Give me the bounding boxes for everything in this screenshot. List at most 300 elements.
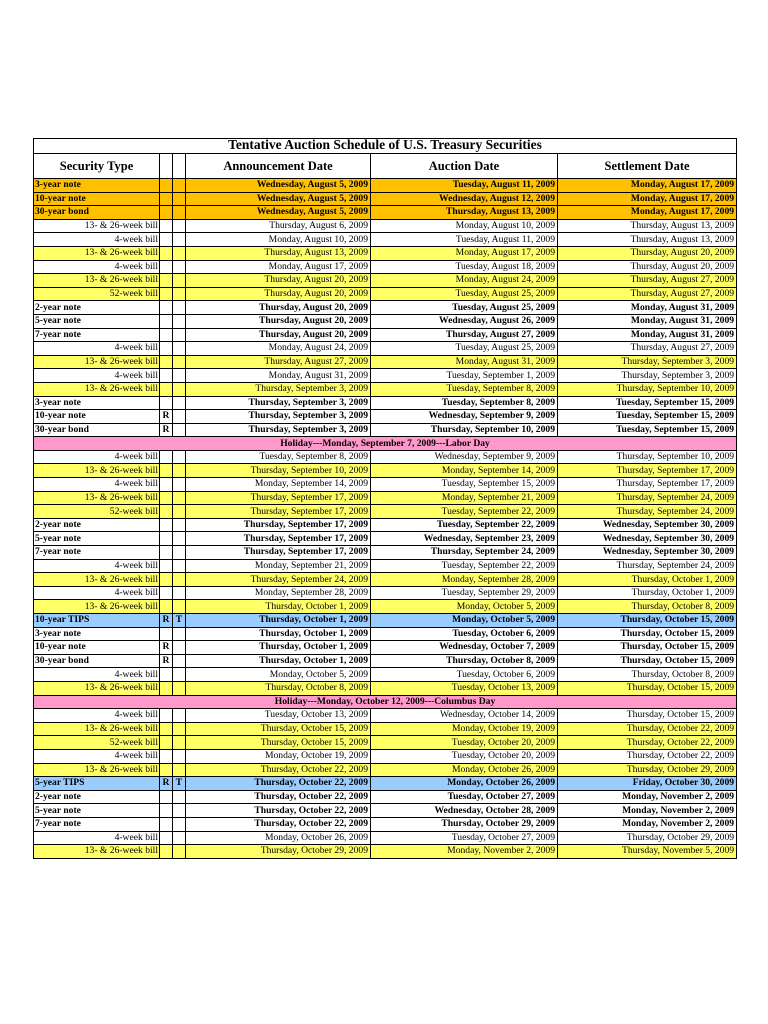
header-announcement-date: Announcement Date [186,154,371,179]
settlement-date-cell: Thursday, October 29, 2009 [558,831,737,845]
schedule-rows [34,179,737,859]
reopening-flag-cell [160,668,173,682]
security-type-cell: 2-year note [34,518,160,532]
announcement-date-cell: Monday, August 24, 2009 [186,342,371,356]
auction-date-cell: Thursday, August 13, 2009 [371,206,558,220]
announcement-date-cell: Thursday, October 1, 2009 [186,641,371,655]
tips-flag-cell [173,274,186,288]
tips-flag-cell [173,627,186,641]
table-row [34,287,737,301]
reopening-flag-cell [160,736,173,750]
settlement-date-cell: Thursday, September 24, 2009 [558,505,737,519]
security-type-cell: 4-week bill [34,478,160,492]
reopening-flag-cell: R [160,614,173,628]
auction-date-cell: Tuesday, August 11, 2009 [371,179,558,193]
auction-date-cell: Monday, October 19, 2009 [371,722,558,736]
security-type-cell: 4-week bill [34,749,160,763]
security-type-cell: 13- & 26-week bill [34,763,160,777]
security-type-cell: 13- & 26-week bill [34,600,160,614]
auction-date-cell: Tuesday, August 18, 2009 [371,260,558,274]
tips-flag-cell [173,206,186,220]
table-row [34,777,737,791]
auction-date-cell: Wednesday, October 28, 2009 [371,804,558,818]
tips-flag-cell [173,491,186,505]
auction-date-cell: Thursday, August 27, 2009 [371,328,558,342]
announcement-date-cell: Thursday, September 24, 2009 [186,573,371,587]
auction-date-cell: Wednesday, October 7, 2009 [371,641,558,655]
reopening-flag-cell [160,681,173,695]
announcement-date-cell: Thursday, September 17, 2009 [186,546,371,560]
announcement-date-cell: Thursday, August 20, 2009 [186,328,371,342]
auction-date-cell: Monday, August 17, 2009 [371,246,558,260]
settlement-date-cell: Thursday, September 3, 2009 [558,369,737,383]
table-row [34,396,737,410]
settlement-date-cell: Friday, October 30, 2009 [558,777,737,791]
settlement-date-cell: Thursday, September 10, 2009 [558,450,737,464]
reopening-flag-cell [160,355,173,369]
settlement-date-cell: Thursday, October 8, 2009 [558,668,737,682]
table-row [34,627,737,641]
table-row [34,314,737,328]
header-t-flag [173,154,186,179]
table-row [34,274,737,288]
reopening-flag-cell [160,314,173,328]
header-auction-date: Auction Date [371,154,558,179]
tips-flag-cell [173,709,186,723]
tips-flag-cell [173,314,186,328]
security-type-cell: 13- & 26-week bill [34,382,160,396]
settlement-date-cell: Thursday, August 13, 2009 [558,219,737,233]
announcement-date-cell: Thursday, October 15, 2009 [186,736,371,750]
security-type-cell: 7-year note [34,546,160,560]
settlement-date-cell: Thursday, September 10, 2009 [558,382,737,396]
security-type-cell: 10-year note [34,410,160,424]
auction-date-cell: Monday, October 26, 2009 [371,777,558,791]
tips-flag-cell [173,192,186,206]
settlement-date-cell: Thursday, August 20, 2009 [558,260,737,274]
reopening-flag-cell [160,749,173,763]
table-row [34,831,737,845]
reopening-flag-cell [160,246,173,260]
reopening-flag-cell [160,491,173,505]
settlement-date-cell: Thursday, October 15, 2009 [558,654,737,668]
security-type-cell: 30-year bond [34,654,160,668]
reopening-flag-cell [160,260,173,274]
auction-date-cell: Wednesday, September 23, 2009 [371,532,558,546]
settlement-date-cell: Thursday, October 15, 2009 [558,614,737,628]
holiday-row [34,695,737,709]
reopening-flag-cell [160,817,173,831]
announcement-date-cell: Monday, August 31, 2009 [186,369,371,383]
announcement-date-cell: Wednesday, August 5, 2009 [186,206,371,220]
announcement-date-cell: Thursday, September 17, 2009 [186,532,371,546]
table-row [34,246,737,260]
announcement-date-cell: Thursday, October 1, 2009 [186,614,371,628]
auction-date-cell: Monday, August 31, 2009 [371,355,558,369]
settlement-date-cell: Thursday, October 22, 2009 [558,736,737,750]
announcement-date-cell: Tuesday, September 8, 2009 [186,450,371,464]
tips-flag-cell [173,179,186,193]
security-type-cell: 10-year note [34,641,160,655]
reopening-flag-cell [160,382,173,396]
auction-date-cell: Tuesday, August 11, 2009 [371,233,558,247]
reopening-flag-cell: R [160,777,173,791]
security-type-cell: 4-week bill [34,559,160,573]
security-type-cell: 4-week bill [34,369,160,383]
settlement-date-cell: Thursday, August 20, 2009 [558,246,737,260]
security-type-cell: 30-year bond [34,423,160,437]
tips-flag-cell [173,396,186,410]
announcement-date-cell: Monday, September 28, 2009 [186,586,371,600]
table-row [34,450,737,464]
security-type-cell: 13- & 26-week bill [34,845,160,859]
table-row [34,559,737,573]
tips-flag-cell [173,722,186,736]
announcement-date-cell: Thursday, August 13, 2009 [186,246,371,260]
settlement-date-cell: Wednesday, September 30, 2009 [558,518,737,532]
announcement-date-cell: Thursday, September 17, 2009 [186,505,371,519]
announcement-date-cell: Thursday, September 10, 2009 [186,464,371,478]
announcement-date-cell: Thursday, August 6, 2009 [186,219,371,233]
reopening-flag-cell [160,219,173,233]
auction-date-cell: Thursday, October 8, 2009 [371,654,558,668]
settlement-date-cell: Monday, August 31, 2009 [558,328,737,342]
auction-date-cell: Tuesday, September 1, 2009 [371,369,558,383]
table-row [34,804,737,818]
announcement-date-cell: Thursday, October 1, 2009 [186,600,371,614]
tips-flag-cell [173,301,186,315]
tips-flag-cell [173,505,186,519]
table-row [34,573,737,587]
security-type-cell: 4-week bill [34,668,160,682]
auction-date-cell: Monday, September 28, 2009 [371,573,558,587]
announcement-date-cell: Thursday, October 22, 2009 [186,790,371,804]
table-row [34,668,737,682]
settlement-date-cell: Monday, August 17, 2009 [558,179,737,193]
auction-date-cell: Monday, September 14, 2009 [371,464,558,478]
table-row [34,355,737,369]
reopening-flag-cell [160,464,173,478]
announcement-date-cell: Monday, August 17, 2009 [186,260,371,274]
announcement-date-cell: Thursday, August 20, 2009 [186,287,371,301]
announcement-date-cell: Monday, September 14, 2009 [186,478,371,492]
settlement-date-cell: Thursday, October 8, 2009 [558,600,737,614]
auction-date-cell: Wednesday, September 9, 2009 [371,450,558,464]
settlement-date-cell: Thursday, September 24, 2009 [558,491,737,505]
security-type-cell: 10-year TIPS [34,614,160,628]
reopening-flag-cell [160,845,173,859]
reopening-flag-cell [160,478,173,492]
reopening-flag-cell [160,586,173,600]
tips-flag-cell [173,328,186,342]
table-row [34,817,737,831]
auction-date-cell: Wednesday, October 14, 2009 [371,709,558,723]
security-type-cell: 5-year note [34,532,160,546]
tips-flag-cell [173,546,186,560]
table-row [34,206,737,220]
announcement-date-cell: Thursday, September 3, 2009 [186,396,371,410]
table-row [34,763,737,777]
security-type-cell: 13- & 26-week bill [34,246,160,260]
security-type-cell: 4-week bill [34,586,160,600]
security-type-cell: 3-year note [34,396,160,410]
settlement-date-cell: Wednesday, September 30, 2009 [558,532,737,546]
reopening-flag-cell: R [160,641,173,655]
announcement-date-cell: Thursday, September 17, 2009 [186,491,371,505]
announcement-date-cell: Monday, October 5, 2009 [186,668,371,682]
settlement-date-cell: Tuesday, September 15, 2009 [558,396,737,410]
auction-date-cell: Wednesday, August 12, 2009 [371,192,558,206]
tips-flag-cell [173,246,186,260]
auction-date-cell: Tuesday, August 25, 2009 [371,287,558,301]
security-type-cell: 5-year TIPS [34,777,160,791]
security-type-cell: 52-week bill [34,736,160,750]
reopening-flag-cell [160,627,173,641]
auction-date-cell: Tuesday, September 8, 2009 [371,382,558,396]
announcement-date-cell: Thursday, August 20, 2009 [186,274,371,288]
auction-date-cell: Tuesday, October 20, 2009 [371,736,558,750]
auction-date-cell: Tuesday, October 13, 2009 [371,681,558,695]
table-row [34,709,737,723]
tips-flag-cell: T [173,777,186,791]
announcement-date-cell: Tuesday, October 13, 2009 [186,709,371,723]
table-row [34,260,737,274]
announcement-date-cell: Thursday, October 22, 2009 [186,817,371,831]
table-row [34,342,737,356]
announcement-date-cell: Thursday, October 8, 2009 [186,681,371,695]
table-row [34,845,737,859]
announcement-date-cell: Thursday, September 3, 2009 [186,382,371,396]
auction-date-cell: Tuesday, August 25, 2009 [371,301,558,315]
reopening-flag-cell [160,790,173,804]
reopening-flag-cell: R [160,654,173,668]
reopening-flag-cell [160,179,173,193]
header-settlement-date: Settlement Date [558,154,737,179]
announcement-date-cell: Monday, October 19, 2009 [186,749,371,763]
tips-flag-cell [173,573,186,587]
settlement-date-cell: Thursday, September 3, 2009 [558,355,737,369]
announcement-date-cell: Monday, September 21, 2009 [186,559,371,573]
table-row [34,192,737,206]
settlement-date-cell: Monday, November 2, 2009 [558,790,737,804]
announcement-date-cell: Wednesday, August 5, 2009 [186,179,371,193]
security-type-cell: 3-year note [34,627,160,641]
settlement-date-cell: Monday, August 31, 2009 [558,301,737,315]
table-row [34,518,737,532]
announcement-date-cell: Thursday, August 20, 2009 [186,314,371,328]
auction-schedule-table [33,138,737,859]
security-type-cell: 13- & 26-week bill [34,219,160,233]
settlement-date-cell: Thursday, September 24, 2009 [558,559,737,573]
settlement-date-cell: Monday, August 17, 2009 [558,206,737,220]
tips-flag-cell [173,804,186,818]
auction-date-cell: Monday, October 26, 2009 [371,763,558,777]
auction-date-cell: Thursday, September 24, 2009 [371,546,558,560]
settlement-date-cell: Thursday, October 1, 2009 [558,573,737,587]
security-type-cell: 2-year note [34,301,160,315]
table-row [34,641,737,655]
holiday-label: Holiday---Monday, October 12, 2009---Columbus Day [34,695,737,709]
reopening-flag-cell [160,301,173,315]
table-row [34,614,737,628]
reopening-flag-cell [160,396,173,410]
tips-flag-cell [173,763,186,777]
header-security-type: Security Type [34,154,160,179]
table-row [34,410,737,424]
tips-flag-cell [173,450,186,464]
settlement-date-cell: Thursday, November 5, 2009 [558,845,737,859]
security-type-cell: 13- & 26-week bill [34,491,160,505]
settlement-date-cell: Wednesday, September 30, 2009 [558,546,737,560]
settlement-date-cell: Monday, August 17, 2009 [558,192,737,206]
table-row [34,233,737,247]
tips-flag-cell [173,233,186,247]
tips-flag-cell [173,559,186,573]
reopening-flag-cell [160,369,173,383]
announcement-date-cell: Thursday, September 3, 2009 [186,423,371,437]
reopening-flag-cell [160,709,173,723]
settlement-date-cell: Thursday, October 15, 2009 [558,709,737,723]
holiday-label: Holiday---Monday, September 7, 2009---Labor Day [34,437,737,451]
security-type-cell: 13- & 26-week bill [34,274,160,288]
auction-date-cell: Monday, September 21, 2009 [371,491,558,505]
tips-flag-cell [173,464,186,478]
auction-date-cell: Monday, November 2, 2009 [371,845,558,859]
security-type-cell: 13- & 26-week bill [34,573,160,587]
announcement-date-cell: Thursday, September 17, 2009 [186,518,371,532]
table-row [34,736,737,750]
tips-flag-cell [173,681,186,695]
table-row [34,654,737,668]
tips-flag-cell [173,749,186,763]
table-row [34,301,737,315]
security-type-cell: 4-week bill [34,831,160,845]
auction-date-cell: Monday, August 10, 2009 [371,219,558,233]
settlement-date-cell: Thursday, August 13, 2009 [558,233,737,247]
table-row [34,491,737,505]
announcement-date-cell: Thursday, October 22, 2009 [186,804,371,818]
settlement-date-cell: Monday, November 2, 2009 [558,817,737,831]
auction-date-cell: Monday, October 5, 2009 [371,600,558,614]
reopening-flag-cell: R [160,423,173,437]
security-type-cell: 4-week bill [34,342,160,356]
settlement-date-cell: Thursday, October 15, 2009 [558,681,737,695]
security-type-cell: 5-year note [34,314,160,328]
announcement-date-cell: Thursday, October 15, 2009 [186,722,371,736]
reopening-flag-cell [160,518,173,532]
reopening-flag-cell [160,559,173,573]
auction-date-cell: Thursday, October 29, 2009 [371,817,558,831]
reopening-flag-cell [160,831,173,845]
tips-flag-cell [173,736,186,750]
table-row [34,546,737,560]
tips-flag-cell [173,287,186,301]
page-title: Tentative Auction Schedule of U.S. Treasury Securities [34,139,737,154]
announcement-date-cell: Thursday, September 3, 2009 [186,410,371,424]
auction-date-cell: Tuesday, September 8, 2009 [371,396,558,410]
tips-flag-cell [173,668,186,682]
settlement-date-cell: Thursday, August 27, 2009 [558,274,737,288]
auction-date-cell: Wednesday, August 26, 2009 [371,314,558,328]
reopening-flag-cell [160,192,173,206]
auction-date-cell: Tuesday, October 6, 2009 [371,668,558,682]
header-r-flag [160,154,173,179]
tips-flag-cell: T [173,614,186,628]
table-row [34,532,737,546]
table-row [34,505,737,519]
reopening-flag-cell [160,532,173,546]
announcement-date-cell: Thursday, August 27, 2009 [186,355,371,369]
security-type-cell: 4-week bill [34,260,160,274]
announcement-date-cell: Monday, October 26, 2009 [186,831,371,845]
reopening-flag-cell [160,573,173,587]
auction-date-cell: Tuesday, October 20, 2009 [371,749,558,763]
security-type-cell: 4-week bill [34,233,160,247]
auction-date-cell: Monday, August 24, 2009 [371,274,558,288]
announcement-date-cell: Thursday, October 22, 2009 [186,777,371,791]
table-row [34,179,737,193]
tips-flag-cell [173,790,186,804]
reopening-flag-cell [160,233,173,247]
auction-date-cell: Tuesday, August 25, 2009 [371,342,558,356]
tips-flag-cell [173,410,186,424]
tips-flag-cell [173,260,186,274]
auction-date-cell: Thursday, September 10, 2009 [371,423,558,437]
table-row [34,749,737,763]
tips-flag-cell [173,654,186,668]
settlement-date-cell: Thursday, August 27, 2009 [558,342,737,356]
reopening-flag-cell [160,328,173,342]
security-type-cell: 4-week bill [34,450,160,464]
schedule-sheet [33,138,736,859]
announcement-date-cell: Thursday, October 22, 2009 [186,763,371,777]
auction-date-cell: Monday, October 5, 2009 [371,614,558,628]
table-row [34,464,737,478]
auction-date-cell: Tuesday, October 6, 2009 [371,627,558,641]
auction-date-cell: Tuesday, September 22, 2009 [371,505,558,519]
tips-flag-cell [173,423,186,437]
settlement-date-cell: Thursday, October 22, 2009 [558,722,737,736]
tips-flag-cell [173,600,186,614]
settlement-date-cell: Thursday, October 15, 2009 [558,627,737,641]
security-type-cell: 52-week bill [34,505,160,519]
security-type-cell: 13- & 26-week bill [34,355,160,369]
announcement-date-cell: Thursday, August 20, 2009 [186,301,371,315]
table-row [34,219,737,233]
auction-date-cell: Tuesday, October 27, 2009 [371,790,558,804]
security-type-cell: 2-year note [34,790,160,804]
auction-date-cell: Wednesday, September 9, 2009 [371,410,558,424]
reopening-flag-cell [160,804,173,818]
announcement-date-cell: Thursday, October 1, 2009 [186,627,371,641]
announcement-date-cell: Thursday, October 1, 2009 [186,654,371,668]
tips-flag-cell [173,382,186,396]
settlement-date-cell: Tuesday, September 15, 2009 [558,410,737,424]
settlement-date-cell: Thursday, October 22, 2009 [558,749,737,763]
tips-flag-cell [173,219,186,233]
auction-date-cell: Tuesday, September 22, 2009 [371,559,558,573]
settlement-date-cell: Thursday, October 29, 2009 [558,763,737,777]
reopening-flag-cell [160,763,173,777]
reopening-flag-cell [160,722,173,736]
tips-flag-cell [173,355,186,369]
reopening-flag-cell: R [160,410,173,424]
security-type-cell: 5-year note [34,804,160,818]
security-type-cell: 13- & 26-week bill [34,722,160,736]
holiday-row [34,437,737,451]
announcement-date-cell: Wednesday, August 5, 2009 [186,192,371,206]
tips-flag-cell [173,369,186,383]
